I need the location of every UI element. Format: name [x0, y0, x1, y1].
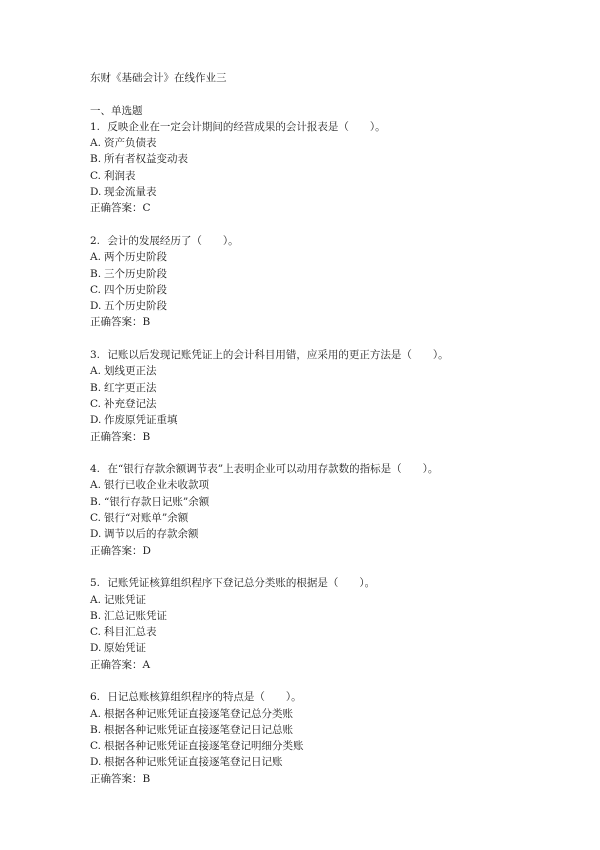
option-letter: A. [90, 593, 101, 606]
option-letter: A. [90, 479, 101, 492]
option-text: 根据各种记账凭证直接逐笔登记日记总账 [104, 723, 293, 736]
correct-answer [90, 657, 560, 673]
correct-answer-label: 正确答案： [90, 772, 143, 785]
answer-option [90, 706, 560, 722]
question-text: 记账凭证核算组织程序下登记总分类账的根据是（ ）。 [104, 577, 376, 590]
document-title: 东财《基础会计》在线作业三 [90, 72, 227, 84]
answer-option [90, 249, 560, 265]
question-text: 在“银行存款余额调节表”上表明企业可以动用存款数的指标是（ ）。 [104, 463, 439, 476]
answer-option [90, 380, 560, 396]
option-text: 四个历史阶段 [104, 283, 167, 296]
answer-option [90, 738, 560, 754]
correct-answer-value: B [142, 316, 151, 329]
answer-option [90, 477, 560, 493]
answer-option [90, 754, 560, 770]
question-text: 会计的发展经历了（ ）。 [104, 234, 239, 247]
option-text: 调节以后的存款余额 [104, 528, 199, 541]
option-letter: B. [90, 609, 102, 622]
correct-answer-value: B [142, 430, 151, 443]
option-letter: D. [90, 642, 102, 655]
question-block [90, 575, 560, 673]
option-text: 记账凭证 [104, 593, 146, 606]
question-stem [90, 689, 560, 705]
answer-option [90, 412, 560, 428]
option-text: “银行存款日记账”余额 [104, 495, 210, 508]
answer-option [90, 608, 560, 624]
correct-answer-value: C [142, 202, 151, 215]
question-text: 反映企业在一定会计期间的经营成果的会计报表是（ ）。 [104, 120, 386, 133]
option-text: 三个历史阶段 [104, 267, 167, 280]
answer-option [90, 494, 560, 510]
correct-answer-label: 正确答案： [90, 202, 143, 215]
option-letter: D. [90, 300, 102, 313]
answer-option [90, 722, 560, 738]
option-text: 根据各种记账凭证直接逐笔登记明细分类账 [104, 740, 304, 753]
option-text: 银行已收企业未收款项 [104, 479, 209, 492]
option-letter: C. [90, 740, 101, 753]
option-letter: A. [90, 365, 101, 378]
correct-answer-label: 正确答案： [90, 430, 143, 443]
option-text: 根据各种记账凭证直接逐笔登记总分类账 [104, 707, 293, 720]
correct-answer-value: D [142, 544, 151, 557]
option-text: 汇总记账凭证 [104, 609, 167, 622]
option-letter: D. [90, 528, 102, 541]
option-letter: B. [90, 495, 102, 508]
option-text: 资产负债表 [104, 137, 157, 150]
question-list [90, 119, 560, 787]
answer-option [90, 624, 560, 640]
answer-option [90, 168, 560, 184]
option-letter: D. [90, 756, 102, 769]
answer-option [90, 363, 560, 379]
option-letter: C. [90, 512, 101, 525]
option-letter: D. [90, 414, 102, 427]
option-text: 五个历史阶段 [104, 300, 167, 313]
option-letter: C. [90, 397, 101, 410]
option-letter: D. [90, 186, 102, 199]
answer-option [90, 592, 560, 608]
question-stem [90, 119, 560, 135]
option-text: 补充登记法 [104, 397, 157, 410]
answer-option [90, 282, 560, 298]
correct-answer-value: B [142, 772, 151, 785]
option-text: 划线更正法 [104, 365, 157, 378]
answer-option [90, 266, 560, 282]
answer-option [90, 396, 560, 412]
option-text: 作废原凭证重填 [104, 414, 178, 427]
question-number: 2. [90, 234, 101, 247]
option-text: 两个历史阶段 [104, 251, 167, 264]
option-letter: B. [90, 723, 102, 736]
question-block [90, 461, 560, 559]
option-letter: A. [90, 707, 101, 720]
question-stem [90, 233, 560, 249]
option-letter: C. [90, 169, 101, 182]
option-letter: A. [90, 137, 101, 150]
section-heading: 一、单选题 [90, 104, 143, 117]
question-text: 记账以后发现记账凭证上的会计科目用错，应采用的更正方法是（ ）。 [104, 349, 449, 362]
question-number: 3. [90, 349, 101, 362]
question-number: 5. [90, 577, 101, 590]
question-stem [90, 575, 560, 591]
option-text: 根据各种记账凭证直接逐笔登记日记账 [104, 756, 283, 769]
answer-option [90, 298, 560, 314]
question-number: 1. [90, 120, 101, 133]
answer-option [90, 151, 560, 167]
correct-answer-label: 正确答案： [90, 544, 143, 557]
blank-line [90, 86, 560, 102]
question-stem [90, 461, 560, 477]
question-number: 4. [90, 463, 101, 476]
question-text: 日记总账核算组织程序的特点是（ ）。 [104, 691, 302, 704]
answer-option [90, 135, 560, 151]
correct-answer [90, 543, 560, 559]
option-text: 现金流量表 [104, 186, 157, 199]
option-letter: A. [90, 251, 101, 264]
correct-answer-value: A [142, 658, 151, 671]
option-text: 科目汇总表 [104, 626, 157, 639]
option-text: 所有者权益变动表 [104, 153, 188, 166]
question-stem [90, 347, 560, 363]
question-block [90, 233, 560, 331]
option-text: 红字更正法 [104, 381, 157, 394]
document-page [90, 70, 560, 787]
question-block [90, 689, 560, 787]
option-letter: B. [90, 381, 102, 394]
correct-answer-label: 正确答案： [90, 316, 143, 329]
correct-answer [90, 314, 560, 330]
option-text: 原始凭证 [104, 642, 146, 655]
answer-option [90, 510, 560, 526]
correct-answer [90, 429, 560, 445]
correct-answer-label: 正确答案： [90, 658, 143, 671]
option-text: 银行“对账单”余额 [104, 512, 189, 525]
answer-option [90, 526, 560, 542]
correct-answer [90, 771, 560, 787]
question-block [90, 347, 560, 445]
correct-answer [90, 200, 560, 216]
question-block [90, 119, 560, 217]
question-number: 6. [90, 691, 101, 704]
option-letter: B. [90, 267, 102, 280]
option-letter: C. [90, 626, 101, 639]
option-text: 利润表 [104, 169, 136, 182]
answer-option [90, 184, 560, 200]
option-letter: C. [90, 283, 101, 296]
option-letter: B. [90, 153, 102, 166]
answer-option [90, 640, 560, 656]
